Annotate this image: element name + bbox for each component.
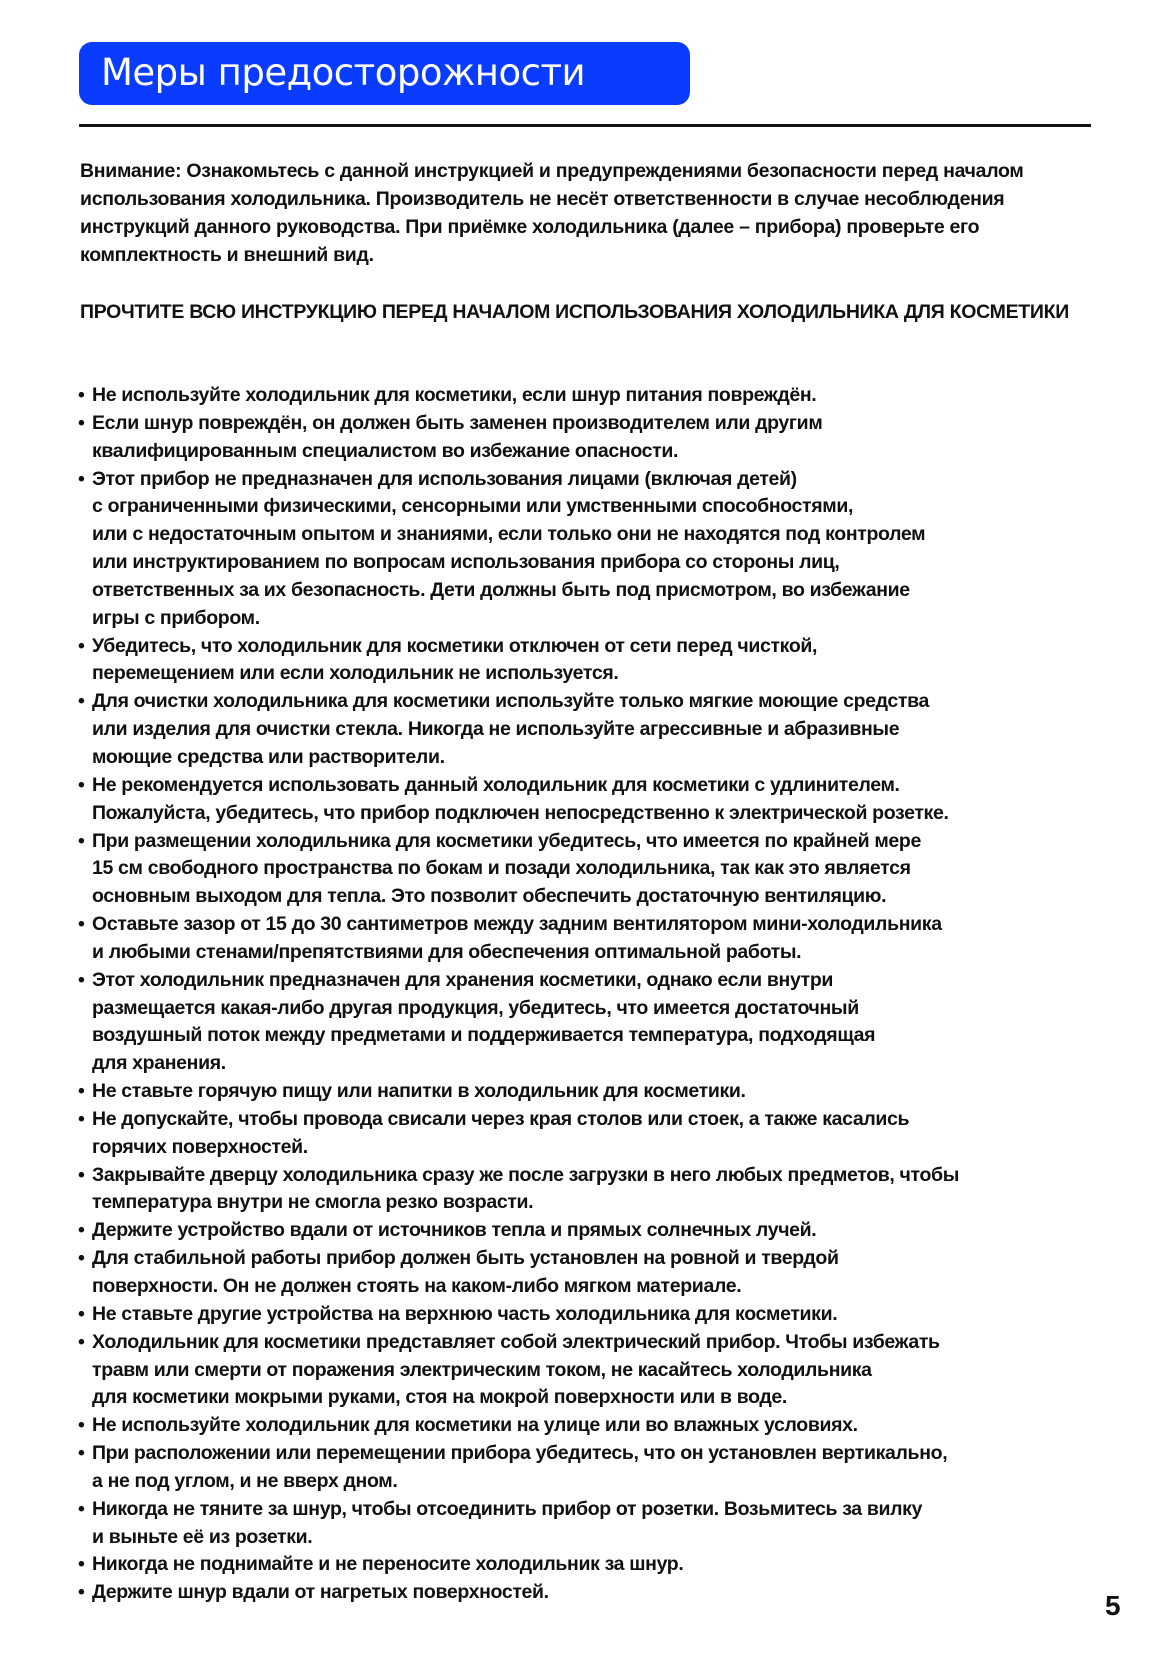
bullet-icon: • xyxy=(78,1107,85,1130)
list-item-text: Никогда не поднимайте и не переносите холодильник за шнур. xyxy=(92,1553,684,1576)
warning-text: Ознакомьтесь с данной инструкцией и предупреждениями безопасности перед началом использования холодильника. Производитель не несёт ответственности в случае несоблюдения инструкций данного руководства. При приёмке холодильника (далее – прибора) проверьте его комплектность и внешний вид. xyxy=(80,160,1024,266)
list-item xyxy=(78,1412,1118,1440)
list-item-text: При расположении или перемещении прибора убедитесь, что он установлен вертикально, а не под углом, и не вверх дном. xyxy=(92,1442,948,1492)
list-item-text: Холодильник для косметики представляет собой электрический прибор. Чтобы избежать травм или смерти от поражения электрическим током, не касайтесь холодильника для косметики мокрыми руками, стоя на мокрой поверхности или в воде. xyxy=(92,1330,940,1409)
list-item xyxy=(78,1440,1118,1496)
bullet-icon: • xyxy=(78,1163,85,1186)
read-instructions-heading: ПРОЧТИТЕ ВСЮ ИНСТРУКЦИЮ ПЕРЕД НАЧАЛОМ ИСПОЛЬЗОВАНИЯ ХОЛОДИЛЬНИКА ДЛЯ КОСМЕТИКИ xyxy=(80,301,1069,323)
page-title: Меры предосторожности xyxy=(101,51,586,94)
list-item-text: Не используйте холодильник для косметики на улице или во влажных условиях. xyxy=(92,1414,858,1437)
list-item xyxy=(78,1162,1118,1218)
list-item-text: Если шнур повреждён, он должен быть заменен производителем или другим квалифицированным специалистом во избежание опасности. xyxy=(92,411,823,462)
safety-precautions-list xyxy=(78,382,1118,1607)
bullet-icon: • xyxy=(78,773,85,796)
bullet-icon: • xyxy=(78,384,85,406)
list-item-text: Держите шнур вдали от нагретых поверхностей. xyxy=(92,1581,549,1604)
list-item xyxy=(78,1245,1118,1301)
list-item xyxy=(78,382,1118,410)
bullet-icon: • xyxy=(78,1302,85,1325)
list-item-text: Не рекомендуется использовать данный холодильник для косметики с удлинителем. Пожалуйста, убедитесь, что прибор подключен непосредственно к электрической розетке. xyxy=(92,773,949,824)
list-item-text: Закрывайте дверцу холодильника сразу же после загрузки в него любых предметов, чтобы температура внутри не смогла резко возрасти. xyxy=(92,1163,960,1214)
list-item xyxy=(78,1301,1118,1329)
list-item-text: Для очистки холодильника для косметики используйте только мягкие моющие средства или изделия для очистки стекла. Никогда не используйте агрессивные и абразивные моющие средства или растворители. xyxy=(92,690,929,768)
list-item xyxy=(78,466,1118,633)
list-item-text: Для стабильной работы прибор должен быть установлен на ровной и твердой поверхности. Он не должен стоять на каком-либо мягком материале. xyxy=(92,1247,839,1297)
page-number: 5 xyxy=(1105,1590,1121,1621)
bullet-icon: • xyxy=(78,913,85,936)
bullet-icon: • xyxy=(78,1581,85,1604)
list-item xyxy=(78,772,1118,828)
list-item-text: При размещении холодильника для косметики убедитесь, что имеется по крайней мере 15 см свободного пространства по бокам и позади холодильника, так как это является основным выходом для тепла. Это позволит обеспечить достаточную вентиляцию. xyxy=(92,829,921,908)
bullet-icon: • xyxy=(78,1442,85,1465)
bullet-icon: • xyxy=(78,1219,85,1242)
list-item-text: Не используйте холодильник для косметики, если шнур питания повреждён. xyxy=(92,384,817,406)
list-item xyxy=(78,967,1118,1078)
list-item xyxy=(78,633,1118,689)
bullet-icon: • xyxy=(78,1553,85,1576)
list-item xyxy=(78,1106,1118,1162)
list-item xyxy=(78,911,1118,967)
list-item xyxy=(78,688,1118,772)
list-item-text: Не ставьте горячую пищу или напитки в холодильник для косметики. xyxy=(92,1080,746,1103)
bullet-icon: • xyxy=(78,634,85,657)
bullet-icon: • xyxy=(78,690,85,713)
warning-label: Внимание: xyxy=(80,160,182,182)
bullet-icon: • xyxy=(78,968,85,991)
bullet-icon: • xyxy=(78,1080,85,1103)
list-item xyxy=(78,828,1118,912)
bullet-icon: • xyxy=(78,1497,85,1520)
bullet-icon: • xyxy=(78,829,85,852)
list-item-text: Этот прибор не предназначен для использования лицами (включая детей) с ограниченными физическими, сенсорными или умственными способностями, или с недостаточным опытом и знаниями, если только они не находятся под контролем или инструктированием по вопросам использования прибора со стороны лиц, ответственных за их безопасность. Дети должны быть под присмотром, во избежание игры с прибором. xyxy=(92,467,926,629)
title-divider xyxy=(79,124,1091,127)
list-item xyxy=(78,410,1118,466)
section-title-banner xyxy=(79,42,690,105)
list-item-text: Никогда не тяните за шнур, чтобы отсоединить прибор от розетки. Возьмитесь за вилку и выньте её из розетки. xyxy=(92,1497,923,1548)
list-item xyxy=(78,1329,1118,1413)
list-item xyxy=(78,1217,1118,1245)
warning-intro xyxy=(80,157,1080,269)
list-item-text: Убедитесь, что холодильник для косметики отключен от сети перед чисткой, перемещением или если холодильник не используется. xyxy=(92,634,818,685)
list-item-text: Оставьте зазор от 15 до 30 сантиметров между задним вентилятором мини-холодильника и любыми стенами/препятствиями для обеспечения оптимальной работы. xyxy=(92,913,942,963)
list-item xyxy=(78,1551,1118,1579)
bullet-icon: • xyxy=(78,1330,85,1353)
list-item-text: Этот холодильник предназначен для хранения косметики, однако если внутри размещается какая-либо другая продукция, убедитесь, что имеется достаточный воздушный поток между предметами и поддерживается температура, подходящая для хранения. xyxy=(92,968,876,1075)
bullet-icon: • xyxy=(78,411,85,434)
list-item xyxy=(78,1579,1118,1607)
bullet-icon: • xyxy=(78,1414,85,1437)
list-item-text: Не ставьте другие устройства на верхнюю часть холодильника для косметики. xyxy=(92,1302,838,1325)
list-item xyxy=(78,1078,1118,1106)
bullet-icon: • xyxy=(78,1247,85,1270)
list-item xyxy=(78,1496,1118,1552)
list-item-text: Не допускайте, чтобы провода свисали через края столов или стоек, а также касались горячих поверхностей. xyxy=(92,1107,910,1158)
list-item-text: Держите устройство вдали от источников тепла и прямых солнечных лучей. xyxy=(92,1219,817,1242)
bullet-icon: • xyxy=(78,467,85,490)
